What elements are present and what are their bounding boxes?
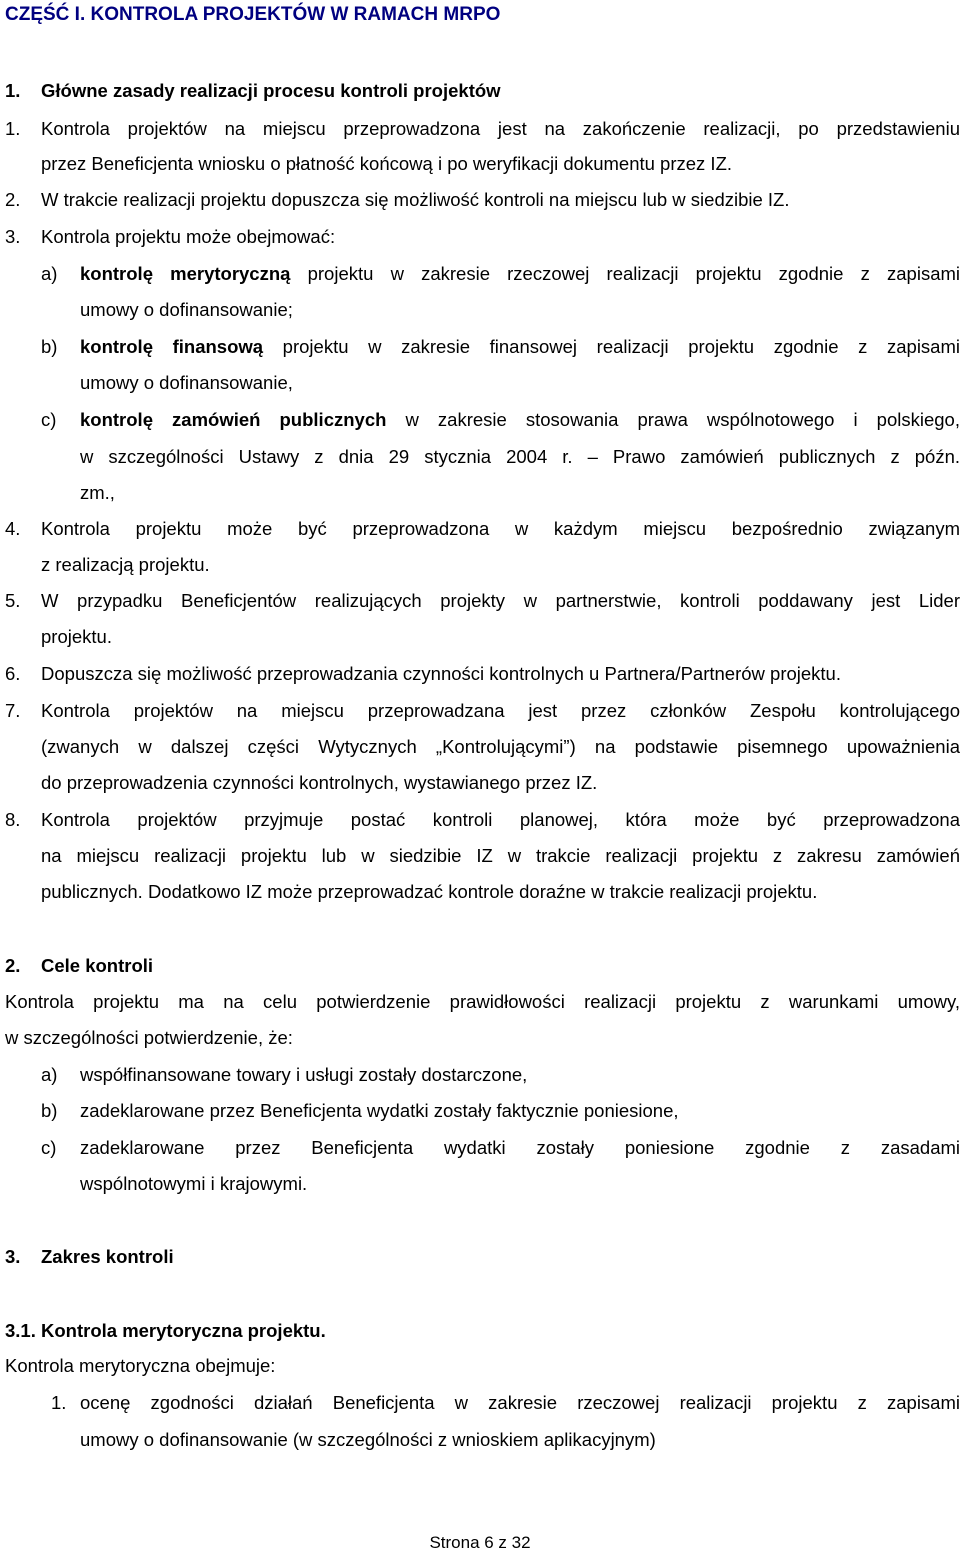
sub-item-rest: projektu w zakresie rzeczowej realizacji projektu zgodnie z zapisami	[290, 263, 960, 284]
page-number: Strona 6 z 32	[429, 1533, 531, 1552]
section-3-number: 3.	[5, 1246, 21, 1267]
sub-item-letter: c)	[41, 409, 57, 430]
item-number: 6.	[5, 663, 21, 684]
section-2-title: Cele kontroli	[41, 955, 154, 976]
section-1-title: Główne zasady realizacji procesu kontroli projektów	[41, 80, 501, 101]
item-text: przez Beneficjenta wniosku o płatność końcową i po weryfikacji dokumentu przez IZ.	[41, 153, 733, 174]
item-text: Dopuszcza się możliwość przeprowadzania czynności kontrolnych u Partnera/Partnerów projektu.	[41, 663, 841, 684]
item-text: do przeprowadzenia czynności kontrolnych, wystawianego przez IZ.	[41, 772, 598, 793]
subsection-title: 3.1. Kontrola merytoryczna projektu.	[5, 1320, 326, 1341]
item-number: 5.	[5, 590, 21, 611]
sub-item-letter: c)	[41, 1137, 57, 1158]
item-number: 2.	[5, 189, 21, 210]
item-number: 1.	[5, 118, 21, 139]
sub-item-text: wspólnotowymi i krajowymi.	[80, 1173, 308, 1194]
item-text: Kontrola projektów na miejscu przeprowadzana jest przez członków Zespołu kontrolującego	[41, 700, 960, 721]
item-text: Kontrola projektów na miejscu przeprowadzona jest na zakończenie realizacji, po przedstawieniu	[41, 118, 960, 139]
sub-item-text: zadeklarowane przez Beneficjenta wydatki zostały faktycznie poniesione,	[80, 1100, 679, 1121]
sub-item-rest: projektu w zakresie finansowej realizacji projektu zgodnie z zapisami	[263, 336, 960, 357]
bold-term: kontrolę merytoryczną	[80, 263, 291, 284]
sub-item-rest: w zakresie stosowania prawa wspólnotowego i polskiego,	[386, 409, 960, 430]
section-2-number: 2.	[5, 955, 21, 976]
section-3-title: Zakres kontroli	[41, 1246, 174, 1267]
paragraph-text: Kontrola projektu ma na celu potwierdzenie prawidłowości realizacji projektu z warunkami umowy,	[5, 991, 960, 1012]
item-text: (zwanych w dalszej części Wytycznych „Kontrolującymi”) na podstawie pisemnego upoważnienia	[41, 736, 960, 757]
item-text: W przypadku Beneficjentów realizujących projekty w partnerstwie, kontroli poddawany jest Lider	[41, 590, 960, 611]
sub-item-letter: a)	[41, 1064, 58, 1085]
sub-item-letter: b)	[41, 336, 58, 357]
item-text: z realizacją projektu.	[41, 554, 210, 575]
sub-item-text	[80, 409, 960, 431]
sub-item-text	[80, 336, 960, 358]
sub-item-letter: a)	[41, 263, 58, 284]
sub-item-text: umowy o dofinansowanie;	[80, 299, 293, 320]
item-text: ocenę zgodności działań Beneficjenta w zakresie rzeczowej realizacji projektu z zapisami	[80, 1392, 960, 1413]
item-number: 4.	[5, 518, 21, 539]
sub-item-text	[80, 263, 960, 285]
item-text: publicznych. Dodatkowo IZ może przeprowadzać kontrole doraźne w trakcie realizacji projektu.	[41, 881, 818, 902]
paragraph-text: Kontrola merytoryczna obejmuje:	[5, 1355, 276, 1376]
sub-item-text: w szczególności Ustawy z dnia 29 stycznia 2004 r. – Prawo zamówień publicznych z późn.	[80, 446, 960, 467]
item-text: umowy o dofinansowanie (w szczególności z wnioskiem aplikacyjnym)	[80, 1429, 656, 1450]
item-number: 3.	[5, 226, 21, 247]
item-text: Kontrola projektu może obejmować:	[41, 226, 336, 247]
item-number: 1.	[51, 1392, 67, 1413]
sub-item-text: zadeklarowane przez Beneficjenta wydatki zostały poniesione zgodnie z zasadami	[80, 1137, 960, 1158]
bold-term: kontrolę finansową	[80, 336, 264, 357]
sub-item-text: umowy o dofinansowanie,	[80, 372, 293, 393]
section-1-number: 1.	[5, 80, 21, 101]
paragraph-text: w szczególności potwierdzenie, że:	[5, 1027, 293, 1048]
bold-term: kontrolę zamówień publicznych	[80, 409, 387, 430]
part-title: CZĘŚĆ I. KONTROLA PROJEKTÓW W RAMACH MRPO	[5, 4, 501, 25]
item-text: Kontrola projektów przyjmuje postać kontroli planowej, która może być przeprowadzona	[41, 809, 960, 830]
item-text: projektu.	[41, 626, 112, 647]
item-text: na miejscu realizacji projektu lub w siedzibie IZ w trakcie realizacji projektu z zakresu zamówień	[41, 845, 960, 866]
item-number: 8.	[5, 809, 21, 830]
item-number: 7.	[5, 700, 21, 721]
sub-item-letter: b)	[41, 1100, 58, 1121]
item-text: W trakcie realizacji projektu dopuszcza się możliwość kontroli na miejscu lub w siedzibie IZ.	[41, 189, 790, 210]
sub-item-text: zm.,	[80, 482, 115, 503]
sub-item-text: współfinansowane towary i usługi zostały dostarczone,	[80, 1064, 528, 1085]
item-text: Kontrola projektu może być przeprowadzona w każdym miejscu bezpośrednio związanym	[41, 518, 960, 539]
